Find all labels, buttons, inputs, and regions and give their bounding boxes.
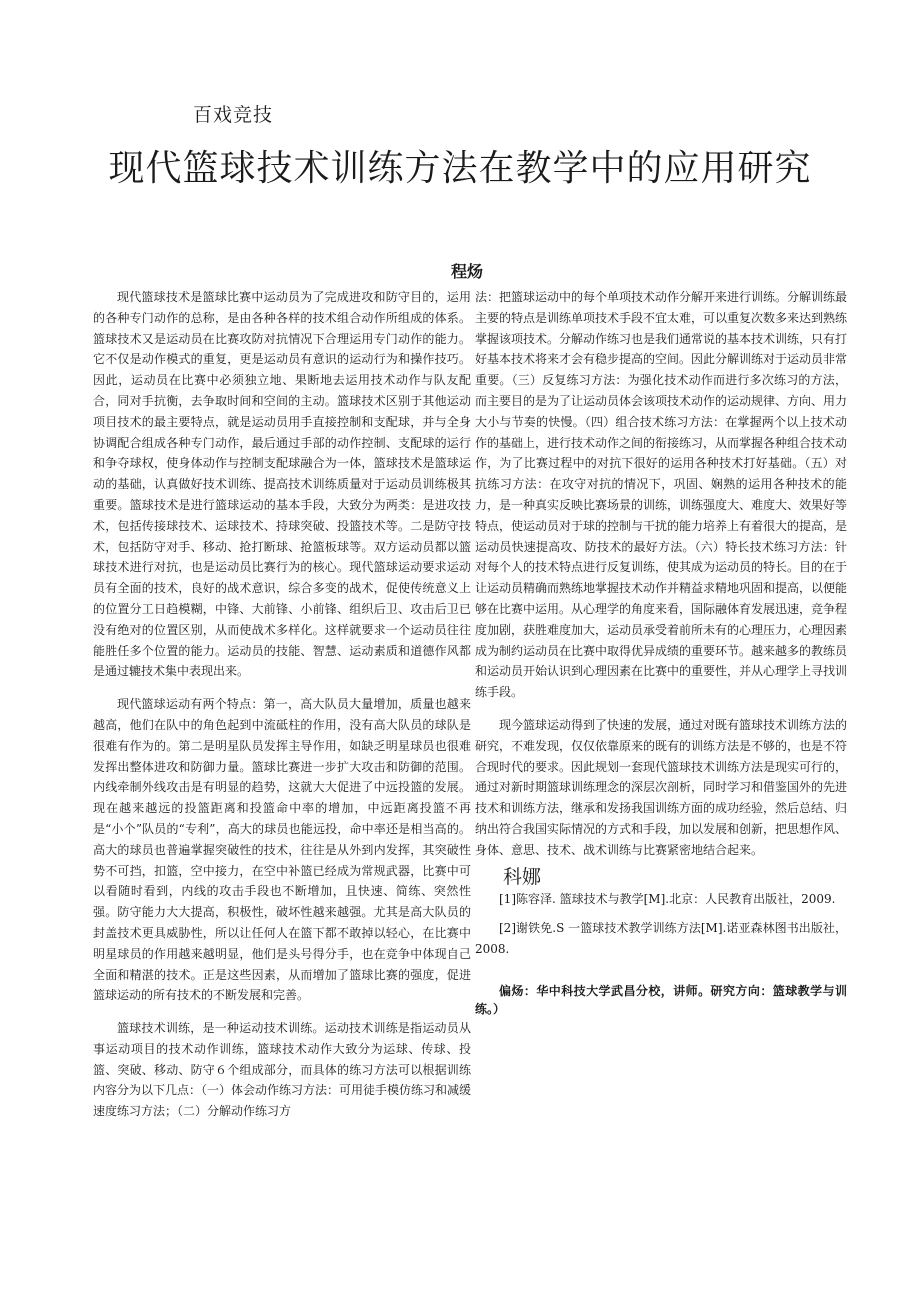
body-paragraph: 篮球技术训练，是一种运动技术训练。运动技术训练是指运动员从事运动项目的技术动作训练，篮球技术动作大致分为运球、传球、投篮、突破、移动、防守６个组成部分，而具体的练习方法可以根据训练内容分为以下几点：（一）体会动作练习方法：可用徒手模仿练习和减缓速度练习方法；（二）分解动作练习方 bbox=[93, 1021, 472, 1119]
right-column bbox=[475, 287, 847, 1018]
left-column bbox=[93, 287, 471, 1122]
article-title: 现代篮球技术训练方法在教学中的应用研究 bbox=[108, 148, 812, 189]
body-paragraph: 现代篮球运动有两个特点：第一，高大队员大量增加，质量也越来越高，他们在队中的角色起到中流砥柱的作用，没有高大队员的球队是很难有作为的。第二是明星队员发挥主导作用，如缺乏明星球员也很难发挥出整体进攻和防御力量。篮球比赛进一步扩大攻击和防御的范围。内线牵制外线攻击是有明显的趋势，这就大大促进了中远投篮的发展。现在越来越远的投篮距离和投篮命中率的增加，中远距离投篮不再是“小个”队员的“专利”，高大的球员也能远投，命中率还是相当高的。高大的球员也普遍掌握突破性的技术，往往是从外到内发挥，其突破性势不可挡，扣篮，空中接力，在空中补篮已经成为常规武器，比赛中可以看随时看到，内线的攻击手段也不断增加，且快速、简练、突然性强。防守能力大大提高，积极性，破坏性越来越强。尤其是高大队员的封盖技术更具威胁性，所以让任何人在篮下都不敢掉以轻心，在比赛中明星球员的作用越来越明显，他们是头号得分手，也在竞争中体现自己全面和精湛的技术。正是这些因素，从而增加了篮球比赛的强度，促进篮球运动的所有技术的不断发展和完善。 bbox=[93, 697, 471, 1003]
reference-item: [1]陈容泽. 篮球技术与教学[M].北京：人民教育出版社，2009. bbox=[499, 892, 836, 907]
body-paragraph: 现今篮球运动得到了快速的发展，通过对既有篮球技术训练方法的研究，不难发现，仅仅依靠原来的既有的训练方法是不够的，也是不符合现时代的要求。因此规划一套现代篮球技术训练方法是现实可行的，通过对新时期篮球训练理念的深层次剖析，同时学习和借鉴国外的先进技术和训练方法，继承和发扬我国训练方面的成功经验，然后总结、归纳出符合我国实际情况的方式和手段，加以发展和创新，把思想作风、身体、意思、技术、战术训练与比赛紧密地结合起来。 bbox=[475, 717, 848, 857]
body-paragraph: 法：把篮球运动中的每个单项技术动作分解开来进行训练。分解训练最主要的特点是训练单项技术手段不宜太难，可以重复次数多来达到熟练掌握该项技术。分解动作练习也是我们通常说的基本技术训练，只有打好基本技术将来才会有稳步提高的空间。因此分解训练对于运动员非常重要。（三）反复练习方法：为强化技术动作而进行多次练习的方法，而主要目的是为了让运动员体会该项技术动作的运动规律、方向、用力大小与节奏的快慢。（四）组合技术练习方法：在掌握两个以上技术动作的基础上，进行技术动作之间的衔接练习，从而掌握各种组合技术动作，为了比赛过程中的对抗下很好的运用各种技术打好基础。（五）对抗练习方法：在攻守对抗的情况下，巩固、娴熟的运用各种技术的能力，是一种真实反映比赛场景的训练，训练强度大、难度大、效果好等特点，使运动员对于球的控制与干扰的能力培养上有着很大的提高，是运动员快速提高攻、防技术的最好方法。（六）特长技术练习方法：针对每个人的技术特点进行反复训练，使其成为运动员的特长。目的在于让运动员精确而熟练地掌握技术动作并精益求精地巩固和提高，以便能够在比赛中运用。从心理学的角度来看，国际融体育发展迅速，竞争程度加剧，获胜难度加大，运动员承受着前所未有的心理压力，心理因素成为制约运动员在比赛中取得优异成绩的重要环节。越来越多的教练员和运动员开始认识到心理因素在比赛中的重要性，并从心理学上寻找训练手段。 bbox=[475, 290, 848, 700]
reference-item: [2]谢铁免.S 一篮球技术教学训练方法[M].诺亚森林图书出版社，2008. bbox=[475, 921, 847, 956]
author-name: 程炀 bbox=[451, 262, 484, 281]
author-bio: 偏炀：华中科技大学武昌分校，讲师。研究方向：篮球教学与训练。） bbox=[475, 983, 847, 1016]
body-paragraph: 现代篮球技术是篮球比赛中运动员为了完成进攻和防守目的，运用的各种专门动作的总称，是由各种各样的技术组合动作所组成的体系。篮球技术又是运动员在比赛攻防对抗情况下合理运用专门动作的能力。它不仅是动作模式的重复，更是运动员有意识的运动行为和操作技巧。因此，运动员在比赛中必须独立地、果断地去运用技术动作与队友配合，同对手抗衡，去争取时间和空间的主动。篮球技术区别于其他运动项目技术的最主要特点，就是运动员用手直接控制和支配球，并与全身协调配合组成各种专门动作，最后通过手部的动作控制、支配球的运行和争夺球权，使身体动作与控制支配球融合为一体，篮球技术是篮球运动的基础，认真做好技术训练、提高技术训练质量对于运动员训练极其重要。篮球技术是进行篮球运动的基本手段，大致分为两类：是进攻技术，包括传接球技术、运球技术、持球突破、投篮技术等。二是防守技术，包括防守对手、移动、抢打断球、抢篮板球等。双方运动员都以篮球技术进行对抗，也是运动员比赛行为的核心。现代篮球运动要求运动员有全面的技术，良好的战术意识，综合多变的战术，促使传统意义上的位置分工日趋模糊，中锋、大前锋、小前锋、组织后卫、攻击后卫已没有绝对的位置区别，从而使战术多样化。这样就要求一个运动员往往能胜任多个位置的能力。运动员的技能、智慧、运动素质和道德作风都是通过辘技术集中表现出来。 bbox=[93, 290, 471, 679]
section-tag: 百戏竞技 bbox=[193, 104, 274, 126]
references-heading: 科娜 bbox=[503, 865, 542, 888]
